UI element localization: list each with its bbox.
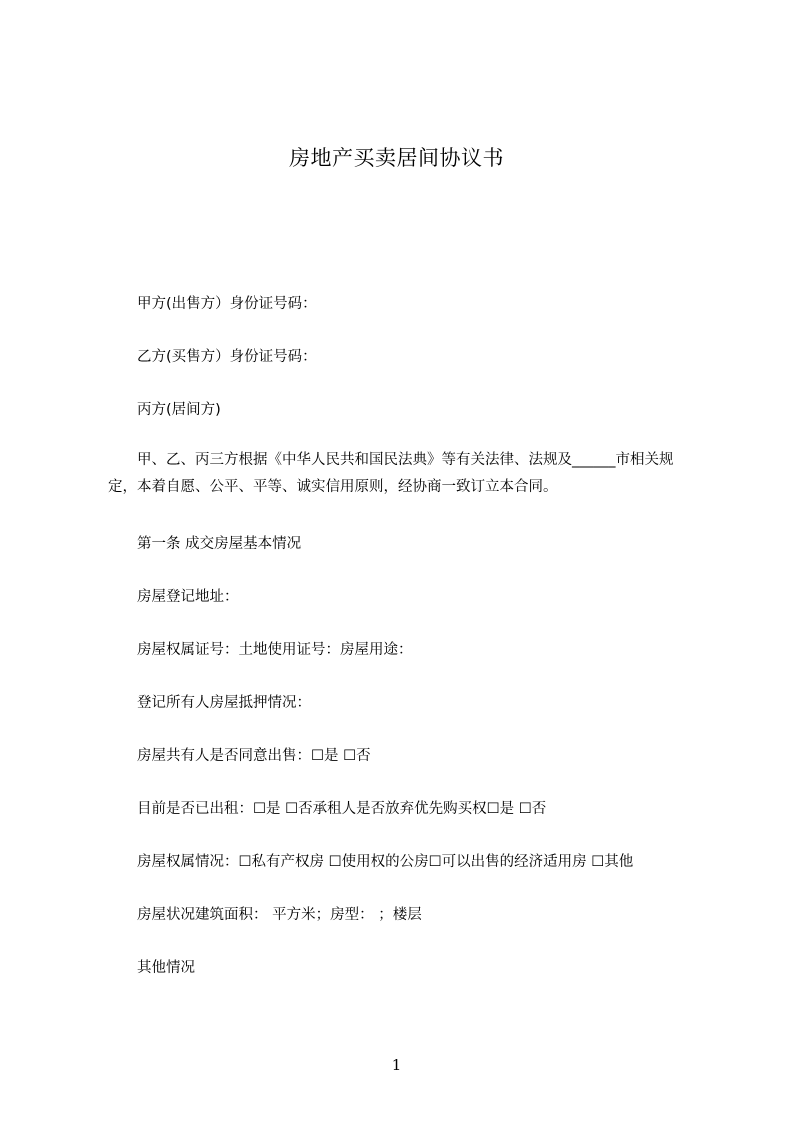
co-owner-consent-line: 房屋共有人是否同意出售：☐是 ☐否 [137, 748, 371, 764]
ownership-type-line: 房屋权属情况：☐私有产权房 ☐使用权的公房☐可以出售的经济适用房 ☐其他 [137, 854, 634, 870]
party-c-line: 丙方(居间方) [137, 402, 221, 418]
party-b-line: 乙方(买售方）身份证号码： [137, 349, 317, 365]
preamble-paragraph: 甲、乙、丙三方根据《中华人民共和国民法典》等有关法律、法规及______市相关规定，本着自愿、公平、平等、诚实信用原则，经协商一致订立本合同。 [108, 452, 674, 495]
article1-heading: 第一条 成交房屋基本情况 [137, 536, 302, 552]
property-address-line: 房屋登记地址： [137, 589, 239, 605]
area-layout-line: 房屋状况建筑面积： 平方米；房型： ；楼层 [137, 907, 422, 923]
certificates-line: 房屋权属证号：土地使用证号：房屋用途： [137, 642, 413, 658]
document-title: 房地产买卖居间协议书 [289, 146, 504, 170]
rental-status-line: 目前是否已出租：☐是 ☐否承租人是否放弃优先购买权☐是 ☐否 [137, 801, 547, 817]
party-a-line: 甲方(出售方）身份证号码： [137, 296, 317, 312]
page-number: 1 [391, 1056, 402, 1074]
mortgage-status-line: 登记所有人房屋抵押情况： [137, 695, 311, 711]
other-info-line: 其他情况 [137, 960, 195, 976]
